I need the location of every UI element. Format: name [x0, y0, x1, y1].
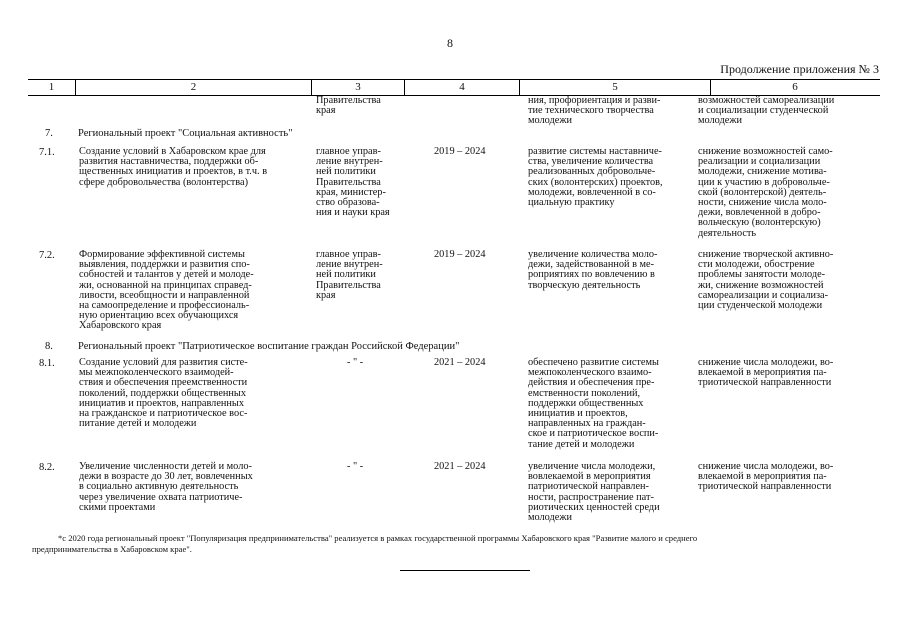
header-col-3: 3 — [355, 81, 361, 93]
row-number: 7.2. — [39, 250, 55, 261]
row-result: развитие системы наставниче- ства, увеличение количества реализованных добровольче- ских (волонтерских) проектов, молодежи, вовлеченной в со- циальную практику — [528, 146, 663, 209]
row-result: обеспечено развитие системы межпоколенческого взаимо- действия и обеспечения пре- емственности поколений, поддержки общественных инициатив и проектов, направленных на граждан- ское и патриотическое воспи- тание детей и молодежи — [528, 357, 659, 450]
footnote — [32, 533, 875, 544]
header-col-4: 4 — [459, 81, 465, 93]
header-col-5: 5 — [612, 81, 618, 93]
row-executor: главное управ- ление внутрен- ней политики Правительства края, министер- ство образова- ния и науки края — [316, 146, 390, 219]
section-title: Региональный проект "Патриотическое воспитание граждан Российской Федерации" — [78, 341, 460, 352]
row-description: Формирование эффективной системы выявления, поддержки и развития спо- собностей и талантов у детей и молоде- жи, основанной на принципах справед- ливости, всеобщности и направленной на самоопределение и профессиональ- ную ориентацию всех обучающихся Хабаровского края — [79, 249, 254, 332]
row-result: увеличение количества моло- дежи, задействованной в ме- роприятиях по вовлечению в творческую деятельность — [528, 249, 658, 291]
row-executor: главное управ- ление внутрен- ней политики Правительства края — [316, 249, 383, 301]
row-result: увеличение числа молодежи, вовлекаемой в мероприятия патриотической направлен- ности, распространение пат- риотических ценностей среди молодежи — [528, 461, 660, 524]
row-consequence: снижение творческой активно- сти молодежи, обострение проблемы занятости молоде- жи, снижение возможностей самореализации и социализа- ции студенческой молодежи — [698, 249, 834, 312]
header-col-2: 2 — [190, 81, 197, 93]
row-description: Увеличение численности детей и моло- дежи в возрасте до 30 лет, вовлеченных в социально активную деятельность через увеличение охвата патриотиче- скими проектами — [79, 461, 253, 513]
row-period: 2019 – 2024 — [434, 249, 486, 260]
footnote-line: *с 2020 года региональный проект "Популяризация предпринимательства" реализуется в рамках государственной программы Хабаровского края "Развитие малого и среднего — [58, 533, 698, 543]
carryover-col5: ния, профориентация и разви- тие технического творчества молодежи — [528, 95, 661, 127]
row-period: 2021 – 2024 — [434, 461, 486, 472]
table-header-row — [28, 79, 880, 96]
row-consequence: снижение числа молодежи, во- влекаемой в мероприятия па- триотической направленности — [698, 357, 834, 389]
carryover-col6: возможностей самореализации и социализации студенческой молодежи — [698, 95, 835, 127]
appendix-continuation: Продолжение приложения № 3 — [720, 62, 879, 76]
section-number: 7. — [45, 128, 53, 139]
section-number: 8. — [45, 341, 53, 352]
page-number: 8 — [447, 36, 453, 50]
header-col-1: 1 — [48, 81, 55, 93]
row-period: 2019 – 2024 — [434, 146, 486, 157]
carryover-col3: Правительства края — [316, 95, 381, 117]
row-period: 2021 – 2024 — [434, 357, 486, 368]
row-number: 7.1. — [39, 147, 55, 158]
header-col-6: 6 — [792, 81, 798, 93]
footnote-line: предпринимательства в Хабаровском крае". — [32, 544, 192, 554]
row-number: 8.2. — [39, 462, 55, 473]
footnote-continuation — [32, 544, 875, 555]
separator-rule — [400, 570, 530, 571]
row-consequence: снижение числа молодежи, во- влекаемой в мероприятия па- триотической направленности — [698, 461, 834, 493]
row-executor-ditto: - " - — [347, 357, 364, 368]
row-number: 8.1. — [39, 358, 55, 369]
row-description: Создание условий в Хабаровском крае для развития наставничества, поддержки об- щественных инициатив и проектов, в т.ч. в сфере добровольчества (волонтерства) — [79, 146, 268, 188]
row-description: Создание условий для развития систе- мы межпоколенческого взаимодей- ствия и обеспечения преемственности поколений, поддержки общественных инициатив и проектов, направленных на гражданское и патриотическое вос- питание детей и молодежи — [79, 357, 248, 430]
row-executor-ditto: - " - — [347, 461, 364, 472]
row-consequence: снижение возможностей само- реализации и социализации молодежи, снижение мотива- ции к участию в добровольче- ской (волонтерской) деятель- ности, снижение числа моло- дежи, вовлеченной в добро- вольческую (волонтерскую) деятельность — [698, 146, 833, 239]
section-title: Региональный проект "Социальная активность" — [78, 128, 293, 139]
